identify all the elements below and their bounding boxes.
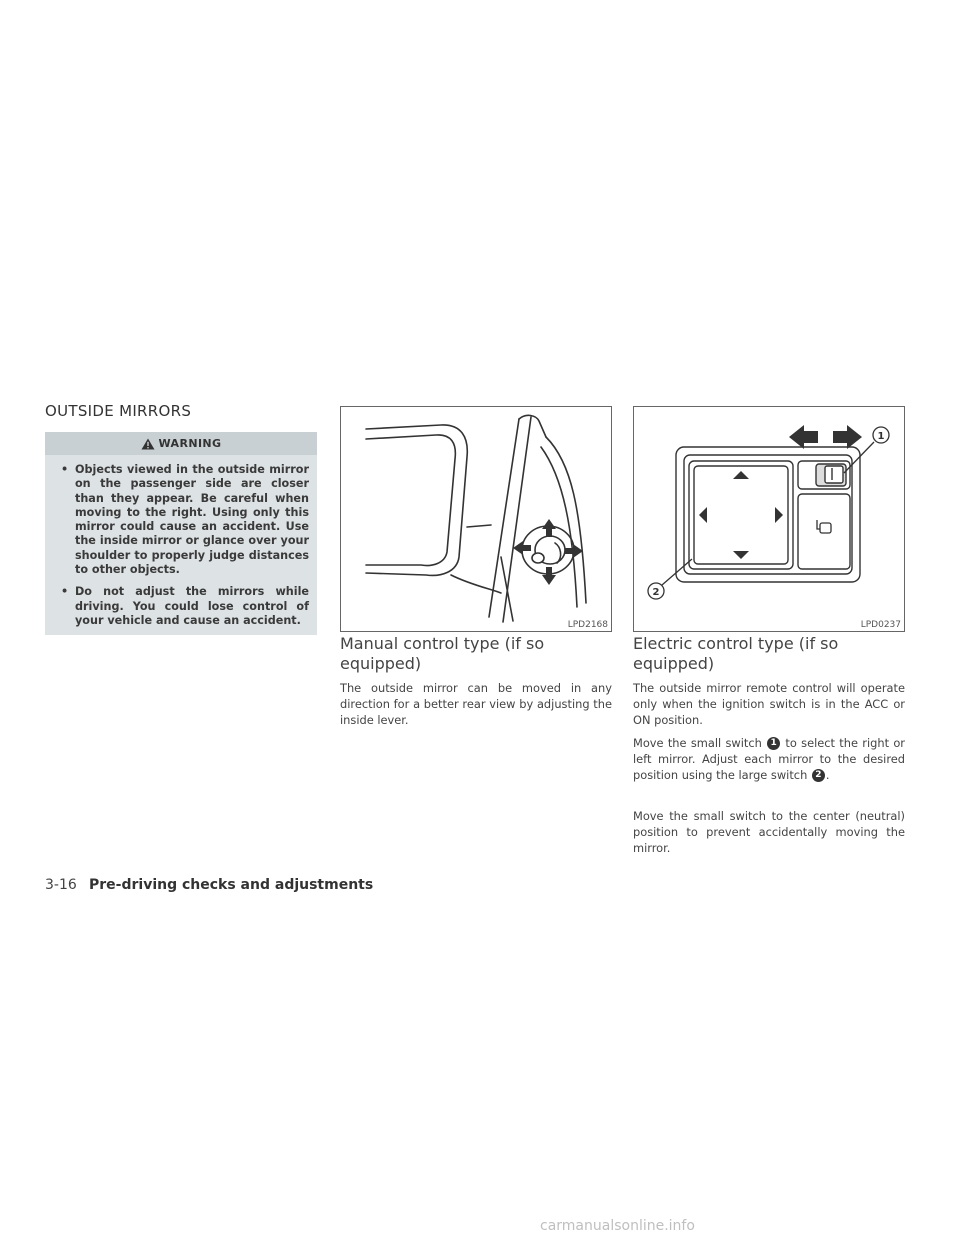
warning-label: WARNING: [158, 437, 222, 450]
para-2-text-a: Move the small switch: [633, 736, 762, 750]
warning-header: [45, 432, 317, 455]
electric-para-2: [633, 735, 905, 783]
page-number: 3-16: [45, 877, 77, 893]
para-2-text-c: .: [825, 768, 830, 782]
electric-para-1: The outside mirror remote control will operate only when the ignition switch is in the ACC or ON position.: [633, 681, 905, 727]
manual-mirror-figure: [340, 406, 612, 632]
warning-item: • Objects viewed in the outside mirror on the passenger side are closer than they appear. Be careful when moving to the right. Using only this mirror could cause an accident. Use the inside mirror or glance over your shoulder to properly judge distances to other objects.: [61, 463, 309, 577]
warning-box: [45, 432, 317, 635]
switch-1-badge: 1: [767, 737, 780, 750]
warning-list: [45, 455, 317, 628]
figure-code: LPD2168: [567, 620, 608, 630]
callout-1: 1: [877, 431, 885, 442]
switch-2-badge: 2: [812, 769, 825, 782]
warning-item: • Do not adjust the mirrors while driving. You could lose control of your vehicle and cause an accident.: [61, 585, 309, 628]
watermark: carmanualsonline.info: [540, 1218, 695, 1234]
manual-heading: Manual control type (if so equipped): [340, 634, 545, 673]
electric-heading: Electric control type (if so equipped): [633, 634, 839, 673]
chapter-title: Pre-driving checks and adjustments: [89, 877, 374, 893]
figure-code: LPD0237: [860, 620, 901, 630]
manual-mirror-illustration: [341, 407, 611, 631]
electric-switch-figure: [633, 406, 905, 632]
warning-triangle-icon: [141, 438, 155, 450]
para-2-text-b: to select the right or left mirror. Adjust each mirror to the desired position using the large switch: [633, 736, 905, 782]
section-title: OUTSIDE MIRRORS: [45, 402, 192, 420]
electric-para-3: Move the small switch to the center (neutral) position to prevent accidentally moving the mirror.: [633, 809, 905, 855]
electric-switch-illustration: [634, 407, 904, 631]
manual-body: The outside mirror can be moved in any direction for a better rear view by adjusting the inside lever.: [340, 681, 612, 727]
callout-2: 2: [652, 587, 660, 598]
